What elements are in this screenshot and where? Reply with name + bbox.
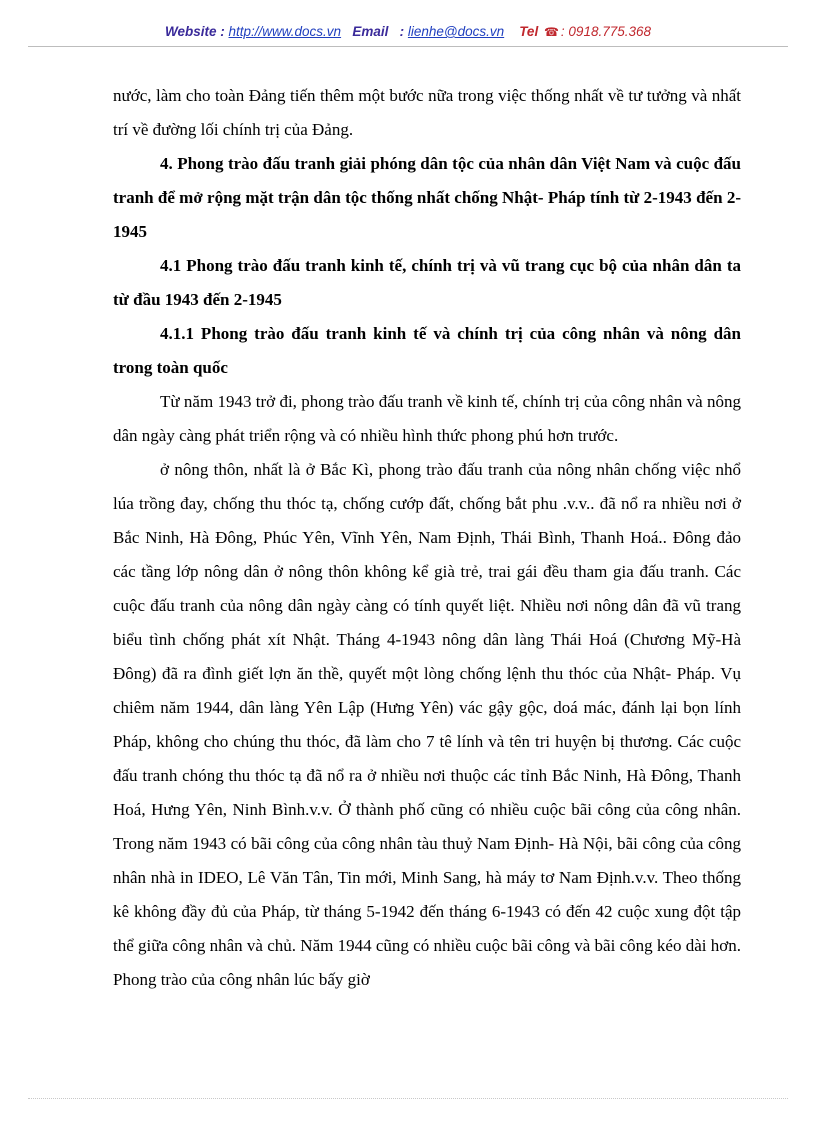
website-link[interactable]: http://www.docs.vn	[228, 24, 342, 39]
website-label: Website :	[164, 24, 225, 39]
page-header	[28, 24, 788, 39]
email-label: Email	[352, 24, 389, 39]
tel-label: Tel	[519, 24, 539, 39]
body-paragraph-2: ở nông thôn, nhất là ở Bắc Kì, phong trào đấu tranh của nông nhân chống việc nhổ lúa trồng đay, chống thu thóc tạ, chống cướp đất, chống bắt phu .v.v.. đã nổ ra nhiều nơi ở Bắc Ninh, Hà Đông, Phúc Yên, Vĩnh Yên, Nam Định, Thái Bình, Thanh Hoá.. Đông đảo các tầng lớp nông dân ở nông thôn không kể già trẻ, trai gái đều tham gia đấu tranh. Các cuộc đấu tranh của nông dân ngày càng có tính quyết liệt. Nhiều nơi nông dân đã vũ trang biểu tình chống phát xít Nhật. Tháng 4-1943 nông dân làng Thái Hoá (Chương Mỹ-Hà Đông) đã ra đình giết lợn ăn thề, quyết một lòng chống lệnh thu thóc của Nhật- Pháp. Vụ chiêm năm 1944, dân làng Yên Lập (Hưng Yên) vác gậy gộc, doá mác, đánh lại bọn lính Pháp, không cho chúng thu thóc, đã làm cho 7 tê lính và tên tri huyện bị thương. Các cuộc đấu tranh chóng thu thóc tạ đã nổ ra ở nhiều nơi thuộc các tỉnh Bắc Ninh, Hà Đông, Thanh Hoá, Hưng Yên, Ninh Bình.v.v. Ở thành phố cũng có nhiều cuộc bãi công của công nhân. Trong năm 1943 có bãi công của công nhân tàu thuỷ Nam Định- Hà Nội, bãi công của công nhân nhà in IDEO, Lê Văn Tân, Tin mới, Minh Sang, hà máy tơ Nam Định.v.v. Theo thống kê không đầy đủ của Pháp, từ tháng 5-1942 đến tháng 6-1943 có đến 42 cuộc xung đột tập thể giữa công nhân và chủ. Năm 1944 cũng có nhiều cuộc bãi công và bãi công kéo dài hơn. Phong trào của công nhân lúc bấy giờ	[113, 460, 741, 989]
section-heading-4-1: 4.1 Phong trào đấu tranh kinh tế, chính trị và vũ trang cục bộ của nhân dân ta từ đầu 1943 đến 2-1945	[113, 256, 741, 309]
body-paragraph-1: Từ năm 1943 trở đi, phong trào đấu tranh về kinh tế, chính trị của công nhân và nông dân ngày càng phát triển rộng và có nhiều hình thức phong phú hơn trước.	[113, 392, 741, 445]
email-separator: :	[399, 24, 405, 39]
section-heading-4: 4. Phong trào đấu tranh giải phóng dân tộc của nhân dân Việt Nam và cuộc đấu tranh để mở rộng mặt trận dân tộc thống nhất chống Nhật- Pháp tính từ 2-1943 đến 2-1945	[113, 154, 741, 241]
tel-number: : 0918.775.368	[560, 24, 652, 39]
document-body	[113, 79, 741, 997]
phone-icon: ☎	[543, 25, 559, 39]
section-heading-4-1-1: 4.1.1 Phong trào đấu tranh kinh tế và chính trị của công nhân và nông dân trong toàn quốc	[113, 324, 741, 377]
email-link[interactable]: lienhe@docs.vn	[407, 24, 505, 39]
footer-divider	[28, 1098, 788, 1099]
header-divider	[28, 46, 788, 47]
intro-paragraph: nước, làm cho toàn Đảng tiến thêm một bước nữa trong việc thống nhất về tư tưởng và nhất trí về đường lối chính trị của Đảng.	[113, 86, 741, 139]
